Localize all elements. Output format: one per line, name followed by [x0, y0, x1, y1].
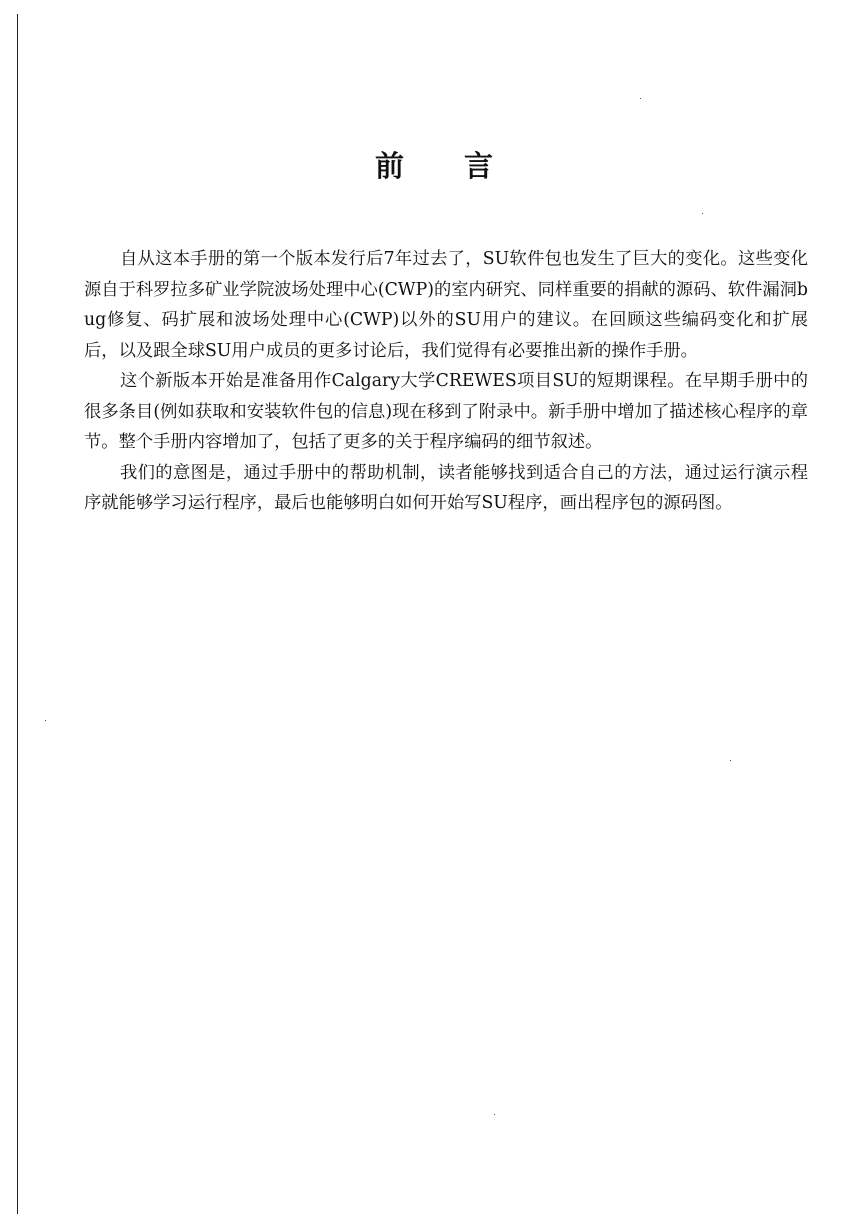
binding-edge-line — [17, 14, 18, 1214]
paragraph-2: 这个新版本开始是准备用作Calgary大学CREWES项目SU的短期课程。在早期手册中的很多条目(例如获取和安装软件包的信息)现在移到了附录中。新手册中增加了描述核心程序的章节。整个手册内容增加了，包括了更多的关于程序编码的细节叙述。 — [84, 371, 808, 452]
page-title-char-1: 前 — [374, 149, 404, 183]
page-title — [0, 146, 868, 186]
scan-speck — [702, 213, 703, 214]
scan-speck — [640, 98, 641, 99]
paragraph-1: 自从这本手册的第一个版本发行后7年过去了，SU软件包也发生了巨大的变化。这些变化源自于科罗拉多矿业学院波场处理中心(CWP)的室内研究、同样重要的捐献的源码、软件漏洞bug修复、码扩展和波场处理中心(CWP)以外的SU用户的建议。在回顾这些编码变化和扩展后，以及跟全球SU用户成员的更多讨论后，我们觉得有必要推出新的操作手册。 — [84, 249, 808, 361]
preface-body — [84, 244, 808, 519]
scan-speck — [730, 760, 731, 761]
page-title-char-2: 言 — [464, 149, 494, 183]
scan-speck — [45, 720, 46, 721]
paragraph-3: 我们的意图是，通过手册中的帮助机制，读者能够找到适合自己的方法，通过运行演示程序就能够学习运行程序，最后也能够明白如何开始写SU程序，画出程序包的源码图。 — [84, 462, 808, 513]
scan-speck — [494, 1114, 495, 1115]
